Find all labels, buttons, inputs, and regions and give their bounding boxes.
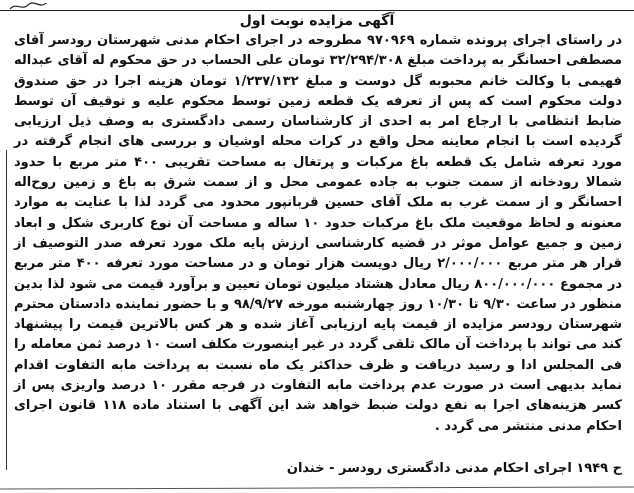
handwritten-scrawl xyxy=(8,0,48,12)
notice-title: آگهی مزایده نوبت اول xyxy=(239,13,395,29)
scan-bottom-edge xyxy=(0,481,634,493)
scan-top-edge xyxy=(0,0,634,11)
margin-rule xyxy=(6,150,7,470)
notice-footer: ح ۱۹۴۹ اجرای احکام مدنی دادگستری رودسر - خندان xyxy=(286,461,622,476)
notice-body: در راستای اجرای پرونده شماره ۹۷۰۹۶۹ مطروحه در اجرای احکام مدنی شهرستان رودسر آقای مصطفی احسانگر به پرداخت مبلغ ۳۲/۲۹۴/۳۰۸ تومان علی الحساب در حق محکوم له آقای عبداله فهیمی با وکالت خانم محبوبه گل دوست و مبلغ ۱/۲۳۷/۱۳۲ تومان هزینه اجرا در حق صندوق دولت محکوم است که پس از تعرفه یک قطعه زمین توسط محکوم علیه و توقیف آن توسط ضابط انتظامی با ارجاع امر به احدی از کارشناسان رسمی دادگستری به وصف ذیل ارزیابی گردیده است با انجام معاینه محل واقع در کرات محله اوشیان و بررسی های انجام گرفته در مورد تعرفه شامل یک قطعه باغ مرکبات و پرتغال به مساحت تقریبی ۴۰۰ متر مربع با حدود شمالا رودخانه از سمت جنوب به جاده عمومی محل و از سمت شرق به باغ و زمین روح‌اله احسانگر و از سمت غرب به ملک آقای حسین قربانپور محدود می گردد لذا با عنایت به موارد معنونه و لحاظ موقعیت ملک باغ مرکبات حدود ۱۰ ساله و مساحت آن نوع کاربری شکل و ابعاد زمین و جمیع عوامل موثر در قضیه کارشناسی ارزش پایه ملک مورد تعرفه صدر التوصیف از قرار هر متر مربع ۲/۰۰۰/۰۰۰ ریال دویست هزار تومان و در مساحت مورد تعرفه ۴۰۰ متر مربع در مجموع ۸۰۰/۰۰۰/۰۰۰ ریال معادل هشتاد میلیون تومان تعیین و برآورد قیمت می شود لذا بدین منظور در ساعت ۹/۳۰ تا ۱۰/۳۰ روز چهارشنبه مورخه ۹۸/۹/۲۷ و با حضور نماینده دادستان محترم شهرستان رودسر مزایده از قیمت پایه ارزیابی آغاز شده و هر کس بالاترین قیمت را پیشنهاد کند می تواند با پرداخت آن مالک تلقی گردد در غیر اینصورت مکلف است ۱۰ درصد ثمن معامله را فی المجلس ادا و رسید دریافت و ظرف حداکثر یک ماه نسبت به پرداخت مابه التفاوت اقدام نماید بدیهی است در صورت عدم پرداخت مابه التفاوت در فرجه مقرر ۱۰ درصد واریزی پس از کسر هزینه‌های اجرا به نفع دولت ضبط خواهد شد این آگهی با استناد ماده ۱۱۸ قانون اجرای احکام مدنی منتشر می گردد . xyxy=(14,33,623,434)
